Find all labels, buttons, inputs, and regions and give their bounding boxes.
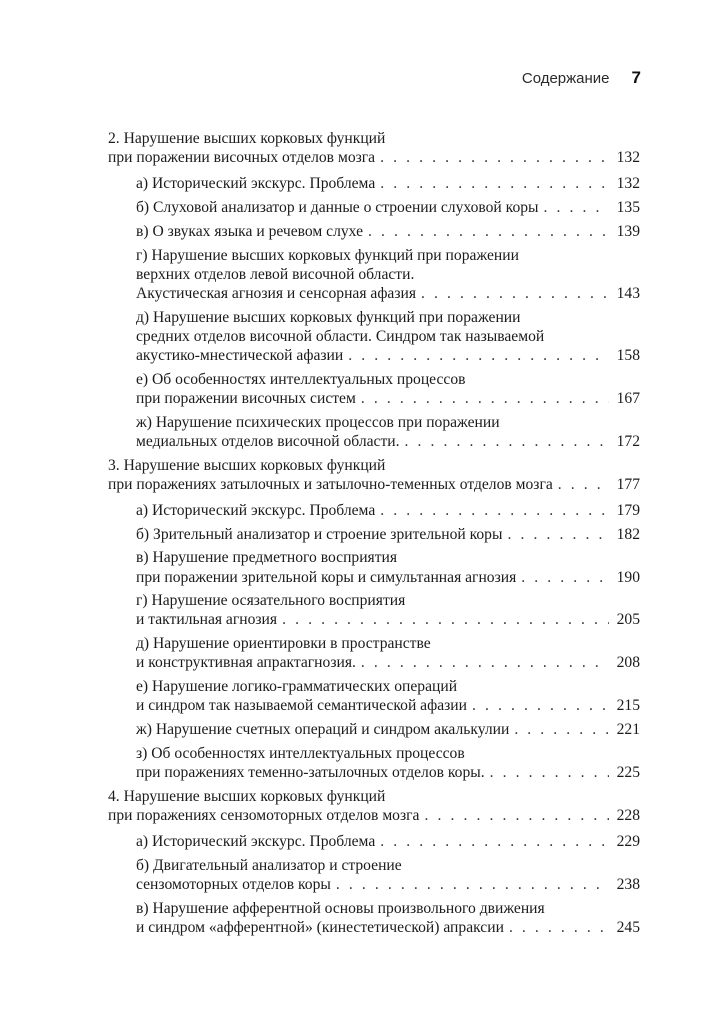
toc-entry-last-line <box>136 875 640 894</box>
toc-subsection-entry <box>108 308 640 366</box>
toc-page-number: 132 <box>616 149 640 167</box>
toc-section-entry <box>108 456 640 494</box>
toc-entry-last-line <box>136 918 640 937</box>
toc-page-number: 132 <box>616 175 640 193</box>
toc-subsection-entry <box>108 634 640 672</box>
toc-entry-title: а) Исторический экскурс. Проблема <box>136 833 376 850</box>
toc-entry-last-line <box>136 653 640 672</box>
toc-entry-last-line <box>136 198 640 217</box>
toc-page-number: 190 <box>616 568 640 586</box>
dot-leader <box>490 763 609 782</box>
toc-entry-last-line <box>136 174 640 193</box>
toc-subsection-entry <box>108 856 640 894</box>
toc-entry-title: в) О звуках языка и речевом слухе <box>136 222 364 240</box>
toc-page-number: 167 <box>616 389 640 407</box>
toc-subsection-entry <box>108 548 640 586</box>
dot-leader <box>507 525 609 544</box>
toc-entry-title-line: ж) Нарушение психических процессов при поражении <box>136 413 500 431</box>
toc-entry-last-line <box>136 525 640 544</box>
toc-page-number: 179 <box>616 501 640 519</box>
toc-entry-title-line: д) Нарушение высших корковых функций при поражении <box>136 308 521 326</box>
toc-subsection-entry <box>108 720 640 739</box>
dot-leader <box>380 148 609 167</box>
toc-entry-title-line: верхних отделов левой височной области. <box>136 265 415 283</box>
toc-entry-last-line <box>136 696 640 715</box>
toc-subsection-entry <box>108 246 640 304</box>
toc-entry-title-line: 3. Нарушение высших корковых функций <box>108 456 386 474</box>
toc-page-number: 229 <box>616 833 640 850</box>
toc-entry-title-line: г) Нарушение осязательного восприятия <box>136 592 406 610</box>
toc-entry-title: б) Слуховой анализатор и данные о строении слуховой коры <box>136 199 539 217</box>
toc-entry-last-line <box>136 568 640 587</box>
toc-entry-title-line: е) Нарушение логико-грамматических операций <box>136 678 458 696</box>
dot-leader <box>336 875 609 894</box>
table-of-contents <box>108 127 640 942</box>
toc-entry-last-line <box>136 832 640 851</box>
dot-leader <box>282 610 609 629</box>
toc-entry-title-line: в) Нарушение предметного восприятия <box>136 549 398 567</box>
toc-entry-title: при поражениях теменно-затылочных отделов коры. <box>136 763 485 781</box>
running-head-title: Содержание <box>521 70 610 87</box>
dot-leader <box>424 806 609 825</box>
dot-leader <box>348 346 609 365</box>
toc-subsection-entry <box>108 198 640 217</box>
toc-subsection-entry <box>108 832 640 851</box>
toc-page-number: 238 <box>616 875 640 893</box>
toc-entry-title-line: г) Нарушение высших корковых функций при поражении <box>136 246 519 264</box>
toc-page-number: 205 <box>616 611 640 629</box>
toc-entry-title: при поражении височных систем <box>136 389 356 407</box>
toc-subsection-entry <box>108 222 640 241</box>
toc-entry-title-line: 2. Нарушение высших корковых функций <box>108 130 386 147</box>
toc-section-entry <box>108 787 640 825</box>
toc-entry-last-line <box>136 432 640 451</box>
toc-entry-title: и конструктивная апрактагнозия. <box>136 654 356 672</box>
toc-subsection-entry <box>108 525 640 544</box>
toc-entry-title: и тактильная агнозия <box>136 611 278 629</box>
toc-page-number: 143 <box>616 284 640 302</box>
dot-leader <box>368 222 609 241</box>
toc-page-number: 172 <box>616 432 640 450</box>
toc-entry-title: при поражениях затылочных и затылочно-теменных отделов мозга <box>108 475 553 493</box>
toc-page-number: 228 <box>616 806 640 824</box>
toc-entry-title-line: средних отделов височной области. Синдром так называемой <box>136 327 545 345</box>
toc-page-number: 182 <box>616 525 640 543</box>
toc-entry-title: и синдром «афферентной» (кинестетической) апраксии <box>136 918 504 936</box>
toc-entry-title: б) Зрительный анализатор и строение зрительной коры <box>136 525 503 543</box>
dot-leader <box>558 475 609 494</box>
dot-leader <box>361 389 609 408</box>
dot-leader <box>514 720 609 739</box>
toc-entry-title-line: е) Об особенностях интеллектуальных процессов <box>136 370 466 388</box>
toc-entry-title: а) Исторический экскурс. Проблема <box>136 175 376 193</box>
toc-subsection-entry <box>108 744 640 782</box>
dot-leader <box>405 432 609 451</box>
toc-subsection-entry <box>108 413 640 451</box>
dot-leader <box>472 696 609 715</box>
toc-entry-title-line: з) Об особенностях интеллектуальных процессов <box>136 744 465 762</box>
toc-entry-title: сензомоторных отделов коры <box>136 875 331 893</box>
toc-page-number: 215 <box>616 697 640 715</box>
toc-entry-title: акустико-мнестической афазии <box>136 347 344 365</box>
toc-page-number: 221 <box>616 720 640 738</box>
toc-entry-last-line <box>136 284 640 303</box>
toc-entry-last-line <box>136 389 640 408</box>
toc-entry-title-line: в) Нарушение афферентной основы произвольного движения <box>136 899 545 917</box>
toc-entry-title: медиальных отделов височной области. <box>136 432 400 450</box>
dot-leader <box>380 501 609 520</box>
dot-leader <box>361 653 609 672</box>
toc-subsection-entry <box>108 677 640 715</box>
page-number: 7 <box>631 68 641 87</box>
toc-page-number: 225 <box>616 763 640 781</box>
toc-page-number: 158 <box>616 347 640 365</box>
dot-leader <box>509 918 609 937</box>
toc-entry-title-line: д) Нарушение ориентировки в пространстве <box>136 635 431 653</box>
dot-leader <box>380 174 609 193</box>
toc-subsection-entry <box>108 370 640 408</box>
toc-entry-last-line <box>136 720 640 739</box>
toc-section-entry <box>108 129 640 167</box>
toc-entry-title-line: 4. Нарушение высших корковых функций <box>108 787 386 805</box>
toc-entry-title: Акустическая агнозия и сенсорная афазия <box>136 284 417 302</box>
toc-page-number: 208 <box>616 654 640 672</box>
toc-entry-last-line <box>108 148 640 167</box>
toc-subsection-entry <box>108 591 640 629</box>
toc-entry-title: ж) Нарушение счетных операций и синдром акалькулии <box>136 720 510 738</box>
dot-leader <box>544 198 609 217</box>
toc-entry-last-line <box>136 222 640 241</box>
toc-entry-title-line: б) Двигательный анализатор и строение <box>136 856 402 874</box>
toc-page-number: 177 <box>616 475 640 493</box>
running-head <box>522 68 641 88</box>
dot-leader <box>380 832 609 851</box>
toc-entry-last-line <box>136 501 640 520</box>
toc-entry-last-line <box>136 610 640 629</box>
toc-entry-title: а) Исторический экскурс. Проблема <box>136 501 376 519</box>
toc-page-number: 139 <box>616 222 640 240</box>
toc-page-number: 245 <box>616 918 640 936</box>
toc-entry-last-line <box>108 806 640 825</box>
toc-entry-last-line <box>136 763 640 782</box>
toc-entry-title: при поражениях сензомоторных отделов мозга <box>108 806 420 824</box>
toc-entry-title: при поражении зрительной коры и симультанная агнозия <box>136 568 517 586</box>
toc-entry-title: при поражении височных отделов мозга <box>108 149 376 167</box>
dot-leader <box>421 284 609 303</box>
toc-entry-last-line <box>108 475 640 494</box>
toc-subsection-entry <box>108 899 640 937</box>
toc-subsection-entry <box>108 501 640 520</box>
toc-entry-title: и синдром так называемой семантической афазии <box>136 697 467 715</box>
toc-entry-last-line <box>136 346 640 365</box>
dot-leader <box>521 568 609 587</box>
toc-page-number: 135 <box>616 199 640 217</box>
toc-subsection-entry <box>108 174 640 193</box>
